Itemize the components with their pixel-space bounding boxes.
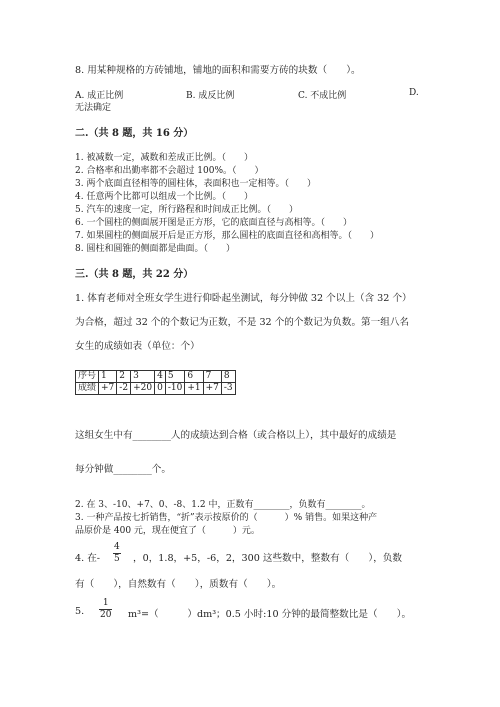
- q4-rest: ，0，1.8，+5，-6，2，300 这些数中，整数有（ ），负数: [133, 553, 402, 564]
- q8-option-a: A. 成正比例: [75, 91, 124, 101]
- table-cell: 8: [221, 371, 235, 383]
- table-cell: 7: [203, 371, 221, 383]
- section2-item-8: 8. 圆柱和圆锥的侧面都是曲面。（ ）: [75, 244, 235, 254]
- table-header-row: [76, 371, 236, 383]
- q5-fraction: [99, 598, 112, 621]
- table-cell: 1: [99, 371, 117, 383]
- section2-item-6: 6. 一个圆柱的侧面展开图是正方形，它的底面直径与高相等。（ ）: [75, 218, 352, 228]
- table-cell: 序号: [76, 371, 99, 383]
- section2-item-5: 5. 汽车的速度一定，所行路程和时间成正比例。（ ）: [75, 205, 298, 215]
- q3-line-2: 品原价是 400 元，现在便宜了（ ）元。: [75, 526, 260, 536]
- q5-prefix: 5.: [75, 606, 85, 617]
- q1-fill-2: 每分钟做________个。: [75, 464, 171, 475]
- section2-item-7: 7. 如果圆柱的侧面展开后是正方形，那么圆柱的底面直径和高相等。（ ）: [75, 231, 379, 241]
- q2-text: 2. 在 3、-10、+7、0、-8、1.2 中，正数有________，负数有________。: [75, 500, 371, 510]
- section3-header: 三.（共 8 题，共 22 分）: [75, 269, 194, 280]
- q8-option-b: B. 成反比例: [186, 91, 235, 101]
- q3-line-1: 3. 一种产品按七折销售，“折”表示按原价的（ ）% 销售。如果这种产: [75, 513, 378, 523]
- table-cell: 5: [165, 371, 185, 383]
- score-table: [75, 370, 236, 395]
- table-cell: 0: [155, 383, 166, 395]
- q1-line-2: 为合格，超过 32 个的个数记为正数，不是 32 个的个数记为负数。第一组八名: [75, 317, 410, 328]
- q4-fraction: [113, 542, 121, 565]
- table-cell: -2: [117, 383, 131, 395]
- section2-item-2: 2. 合格率和出勤率都不会超过 100%。（ ）: [75, 166, 264, 176]
- table-cell: +7: [203, 383, 221, 395]
- q8-option-d-text: 无法确定: [75, 103, 112, 113]
- q4-line-2: 有（ ），自然数有（ ），质数有（ ）。: [75, 579, 282, 590]
- table-cell: 4: [155, 371, 166, 383]
- table-row: [76, 383, 236, 395]
- q8-option-c: C. 不成比例: [298, 91, 347, 101]
- section2-item-4: 4. 任意两个比都可以组成一个比例。（ ）: [75, 192, 253, 202]
- fraction-numerator: 4: [114, 542, 120, 552]
- q1-line-3: 女生的成绩如表（单位：个）: [75, 341, 200, 352]
- q1-line-1: 1. 体育老师对全班女学生进行仰卧起坐测试，每分钟做 32 个以上（含 32 个）: [75, 293, 412, 304]
- table-cell: +1: [185, 383, 203, 395]
- q4-prefix: 4. 在-: [75, 553, 101, 564]
- table-cell: +7: [99, 383, 117, 395]
- fraction-denominator: 5: [114, 554, 120, 564]
- table-cell: +20: [131, 383, 155, 395]
- q5-rest: m³=（ ）dm³；0.5 小时:10 分钟的最简整数比是（ ）。: [128, 609, 412, 620]
- section2-header: 二.（共 8 题，共 16 分）: [75, 128, 194, 139]
- table-cell: -3: [221, 383, 235, 395]
- fraction-denominator: 20: [100, 610, 112, 620]
- table-cell: 6: [185, 371, 203, 383]
- q1-fill-1: 这组女生中有________人的成绩达到合格（或合格以上），其中最好的成绩是: [75, 430, 397, 441]
- q8-stem: 8. 用某种规格的方砖铺地，铺地的面积和需要方砖的块数（ ）。: [75, 65, 361, 76]
- table-cell: -10: [165, 383, 185, 395]
- section2-item-1: 1. 被减数一定，减数和差成正比例。（ ）: [75, 153, 253, 163]
- q8-option-d: D.: [409, 88, 419, 98]
- table-cell: 2: [117, 371, 131, 383]
- table-cell: 3: [131, 371, 155, 383]
- table-cell: 成绩: [76, 383, 99, 395]
- section2-item-3: 3. 两个底面直径相等的圆柱体，表面积也一定相等。（ ）: [75, 179, 316, 189]
- fraction-numerator: 1: [99, 598, 112, 610]
